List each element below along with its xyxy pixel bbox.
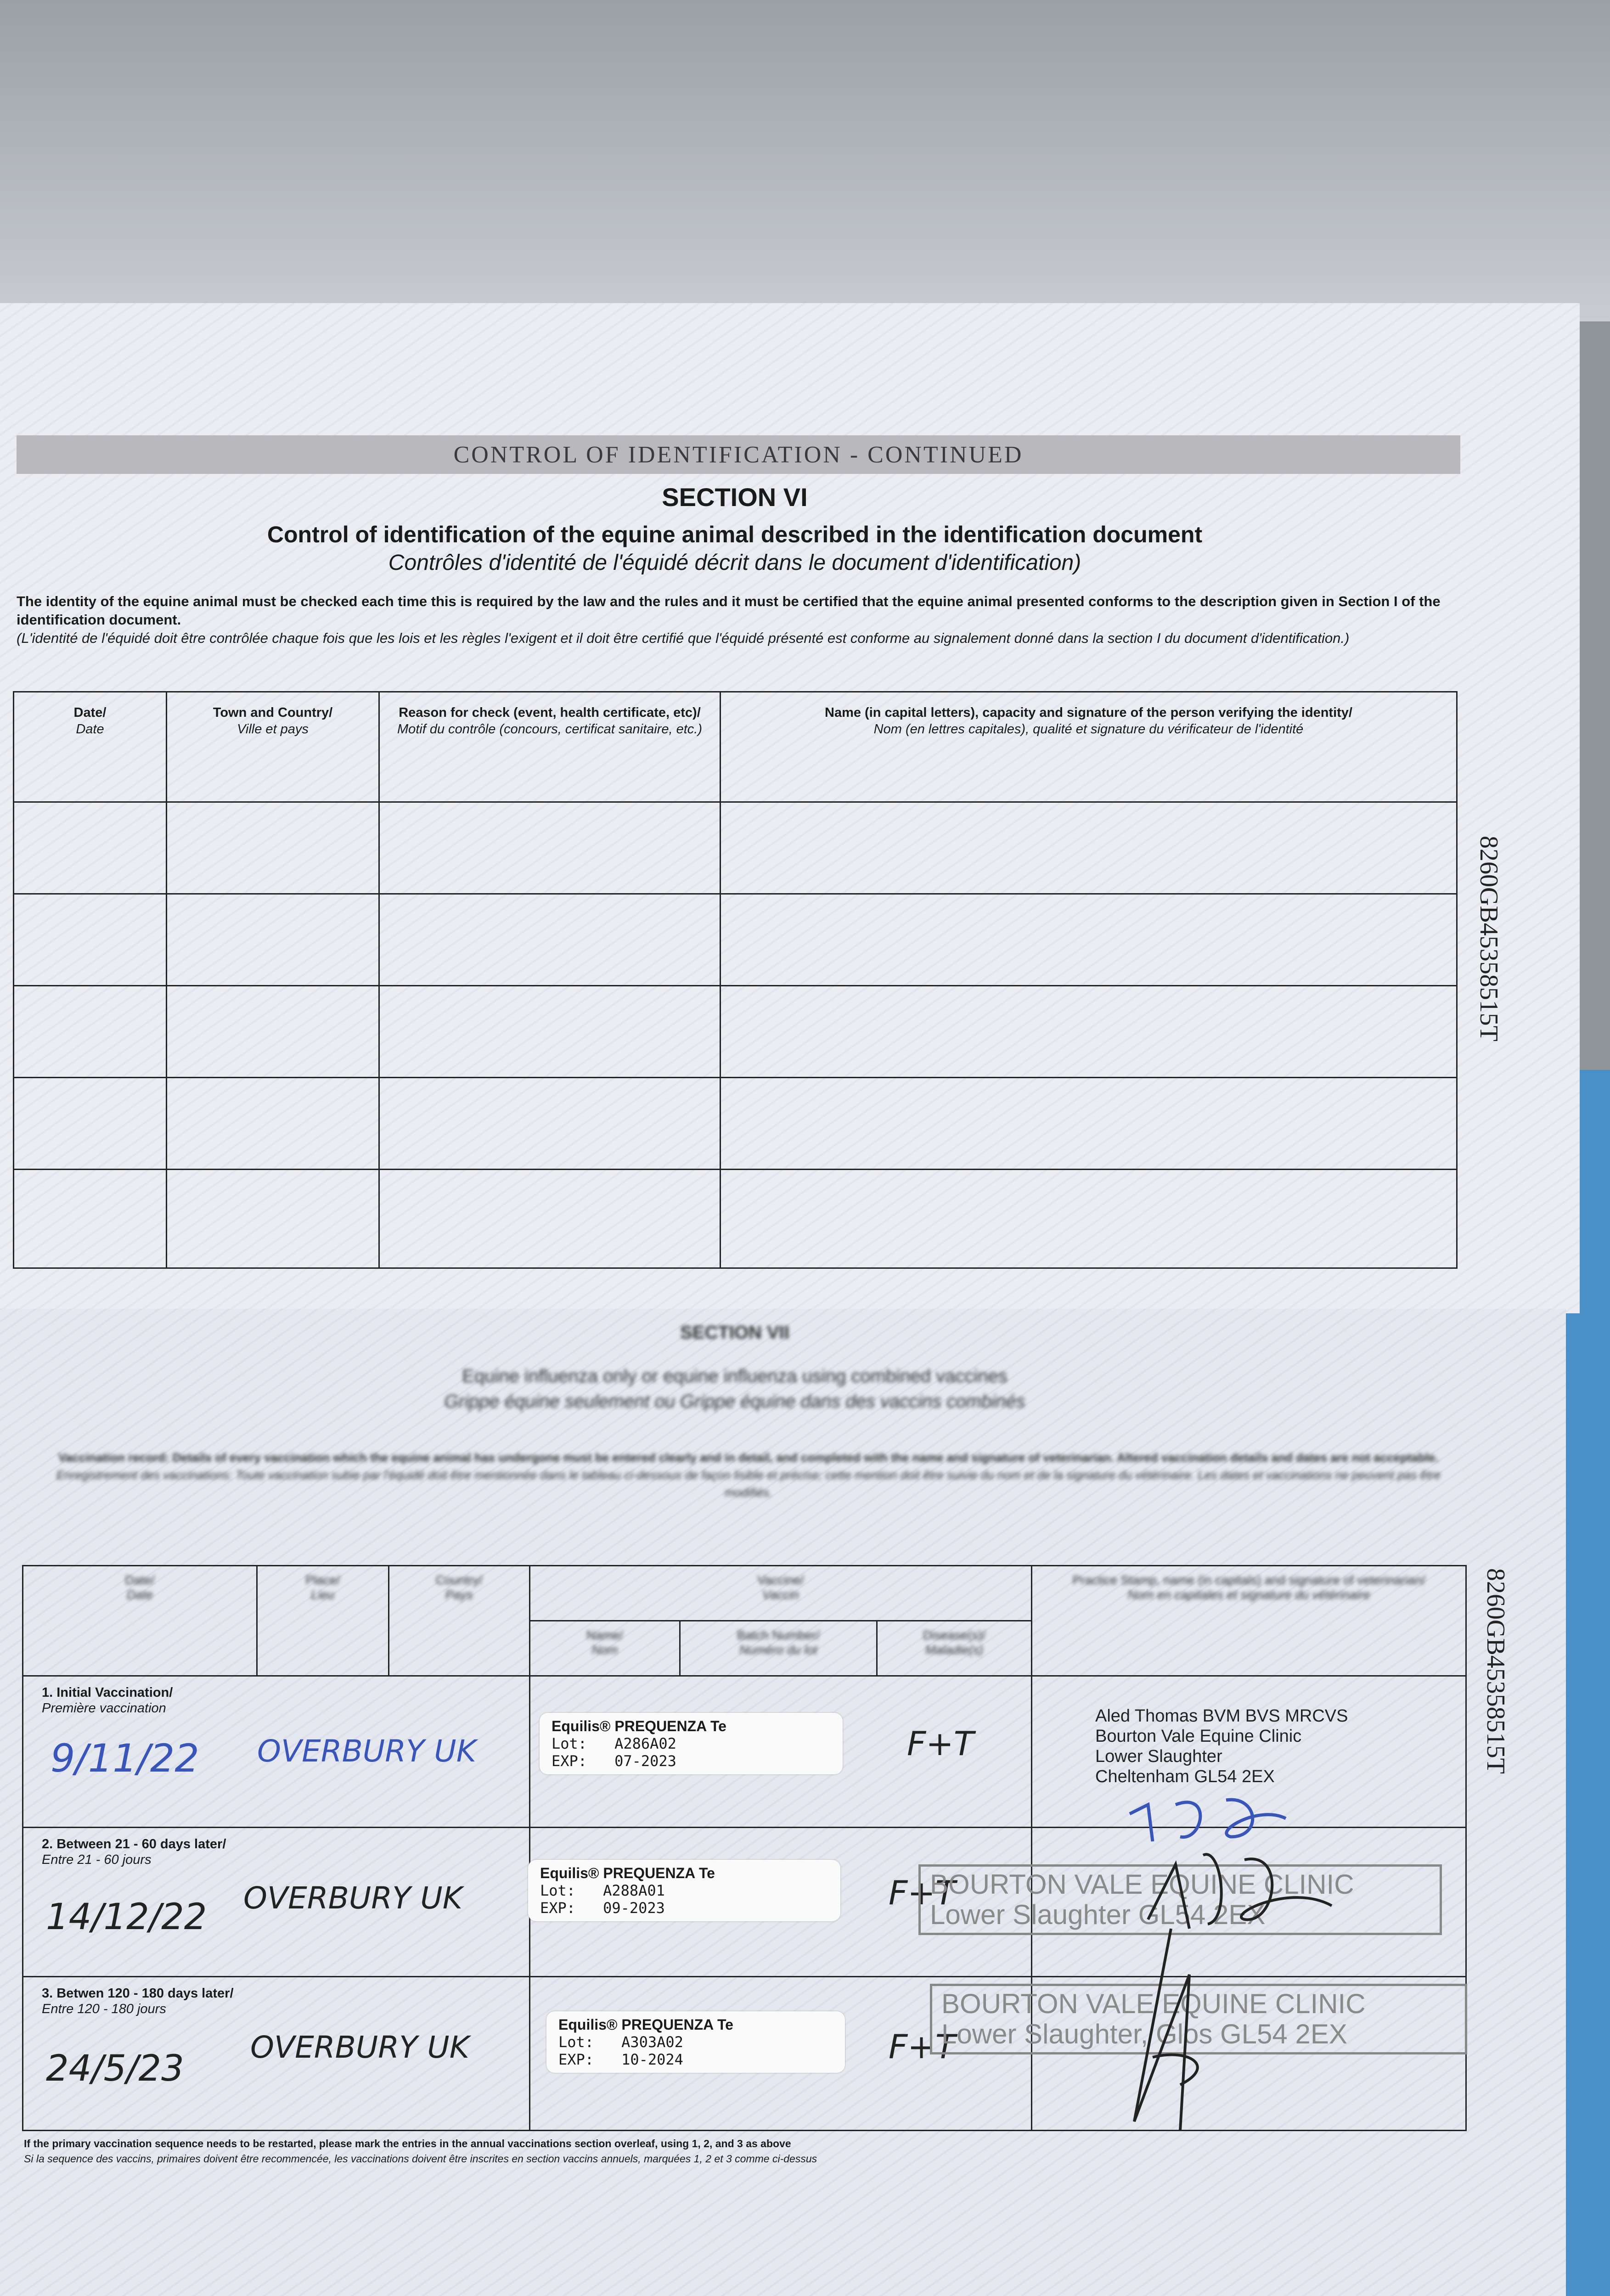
table-row bbox=[14, 1170, 1457, 1268]
handwritten-date: 9/11/22 bbox=[51, 1736, 199, 1781]
footer-note-fr: Si la sequence des vaccins, primaires doivent être recommencée, les vaccinations doivent être inscrites en section vaccins annuels, marquées 1, 2 et 3 comme ci-dessus bbox=[24, 2153, 817, 2165]
table-row bbox=[14, 1078, 1457, 1170]
table-header-row bbox=[14, 692, 1457, 802]
table-row bbox=[14, 802, 1457, 894]
col-reason: Reason for check (event, health certificate, etc)/ Motif du contrôle (concours, certificat sanitaire, etc.) bbox=[379, 692, 721, 802]
handwritten-disease: F+T bbox=[889, 2027, 956, 2066]
identity-check-table bbox=[13, 691, 1458, 1269]
vet-signature bbox=[1079, 1919, 1263, 2140]
col-verifier: Name (in capital letters), capacity and signature of the person verifying the identity/ Nom (en lettres capitales), qualité et signature du vérificateur de l'identité bbox=[721, 692, 1457, 802]
handwritten-place: OVERBURY UK bbox=[250, 2030, 469, 2065]
section-vii-title: SECTION VII bbox=[680, 1322, 789, 1343]
handwritten-place: OVERBURY UK bbox=[257, 1733, 476, 1769]
col-place: Place/ Lieu bbox=[257, 1566, 388, 1676]
row-label: 3. Betwen 120 - 180 days later/ Entre 120 - 180 jours bbox=[23, 1977, 530, 2131]
col-date: Date/ Date bbox=[23, 1566, 257, 1676]
handwritten-date: 14/12/22 bbox=[46, 1896, 207, 1938]
scan-backdrop bbox=[0, 0, 1610, 321]
col-batch: Batch Number/ Numéro du lot bbox=[680, 1621, 877, 1676]
footer-note-en: If the primary vaccination sequence needs to be restarted, please mark the entries in the annual vaccinations section overleaf, using 1, 2, and 3 as above bbox=[24, 2138, 791, 2150]
intro-fr: (L'identité de l'équidé doit être contrôlée chaque fois que les lois et les règles l'exigent et il doit être certifié que l'équidé présenté est conforme au signalement donné dans la section I du document d'identification.) bbox=[17, 630, 1350, 646]
clinic-stamp: BOURTON VALE EQUINE CLINIC Lower Slaughter, Glos GL54 2EX bbox=[930, 1984, 1467, 2054]
section-vii-subtitle-fr: Grippe équine seulement ou Grippe équine dans des vaccins combinés bbox=[444, 1391, 1025, 1412]
table-row bbox=[14, 894, 1457, 986]
col-date: Date/ Date bbox=[14, 692, 167, 802]
vet-name-block: Aled Thomas BVM BVS MRCVS Bourton Vale Equine Clinic Lower Slaughter Cheltenham GL54 2EX bbox=[1095, 1706, 1348, 1786]
row-label: 1. Initial Vaccination/ Première vaccination bbox=[23, 1676, 530, 1828]
row-label: 2. Between 21 - 60 days later/ Entre 21 - 60 jours bbox=[23, 1828, 530, 1977]
handwritten-date: 24/5/23 bbox=[46, 2048, 184, 2089]
col-vaccine: Vaccine/ Vaccin bbox=[529, 1566, 1032, 1621]
table-row bbox=[14, 986, 1457, 1078]
col-town-country: Town and Country/ Ville et pays bbox=[167, 692, 379, 802]
passport-number-top: 8260GB45358515T bbox=[1475, 836, 1503, 1041]
section-vii-intro: Vaccination record: Details of every vaccination which the equine animal has undergone must be entered clearly and in detail, and completed with the name and signature of veterinarian. Altered vaccination details and dates are not acceptable. Enregistrement des vaccinations: Toute vaccination subie par l'équidé doit être mentionnée dans le tableau ci-dessous de façon lisible et précise; cette mention doit être suivie du nom et de la signature du vétérinaire. Les dates et vaccinations ne peuvent pas être modifiés. bbox=[56, 1451, 1441, 1499]
intro-text bbox=[17, 592, 1449, 647]
clinic-stamp: BOURTON VALE EQUINE CLINIC Lower Slaughter GL54 2EX bbox=[918, 1864, 1442, 1935]
intro-en: The identity of the equine animal must be checked each time this is required by the law and the rules and it must be certified that the equine animal presented conforms to the description given in Section I of the identification document. bbox=[17, 593, 1441, 628]
table-header-row bbox=[23, 1566, 1466, 1621]
passport-number-bottom: 8260GB45358515T bbox=[1481, 1568, 1510, 1774]
col-vaccine-name: Name/ Nom bbox=[529, 1621, 680, 1676]
handwritten-place: OVERBURY UK bbox=[243, 1880, 462, 1916]
vaccine-batch-sticker: Equilis® PREQUENZA Te Lot: A303A02 EXP: 10-2024 bbox=[546, 2011, 845, 2073]
col-disease: Disease(s)/ Maladie(s) bbox=[877, 1621, 1032, 1676]
handwritten-disease: F+T bbox=[889, 1874, 956, 1912]
section-subtitle-fr: Contrôles d'identité de l'équidé décrit dans le document d'identification) bbox=[388, 551, 1081, 575]
vaccine-batch-sticker: Equilis® PREQUENZA Te Lot: A286A02 EXP: 07-2023 bbox=[540, 1713, 843, 1774]
handwritten-disease: F+T bbox=[907, 1724, 974, 1763]
vaccine-batch-sticker: Equilis® PREQUENZA Te Lot: A288A01 EXP: 09-2023 bbox=[528, 1860, 840, 1921]
section-subtitle-en: Control of identification of the equine animal described in the identification document bbox=[267, 522, 1203, 547]
col-vet: Practice Stamp, name (in capitals) and signature of veterinarian/ Nom en capitales et signature du vétérinaire bbox=[1032, 1566, 1466, 1676]
section-title: SECTION VI bbox=[662, 483, 808, 512]
col-country: Country/ Pays bbox=[388, 1566, 529, 1676]
section-vii-subtitle-en: Equine influenza only or equine influenza using combined vaccines bbox=[462, 1366, 1008, 1386]
section-banner: CONTROL OF IDENTIFICATION - CONTINUED bbox=[17, 435, 1460, 474]
